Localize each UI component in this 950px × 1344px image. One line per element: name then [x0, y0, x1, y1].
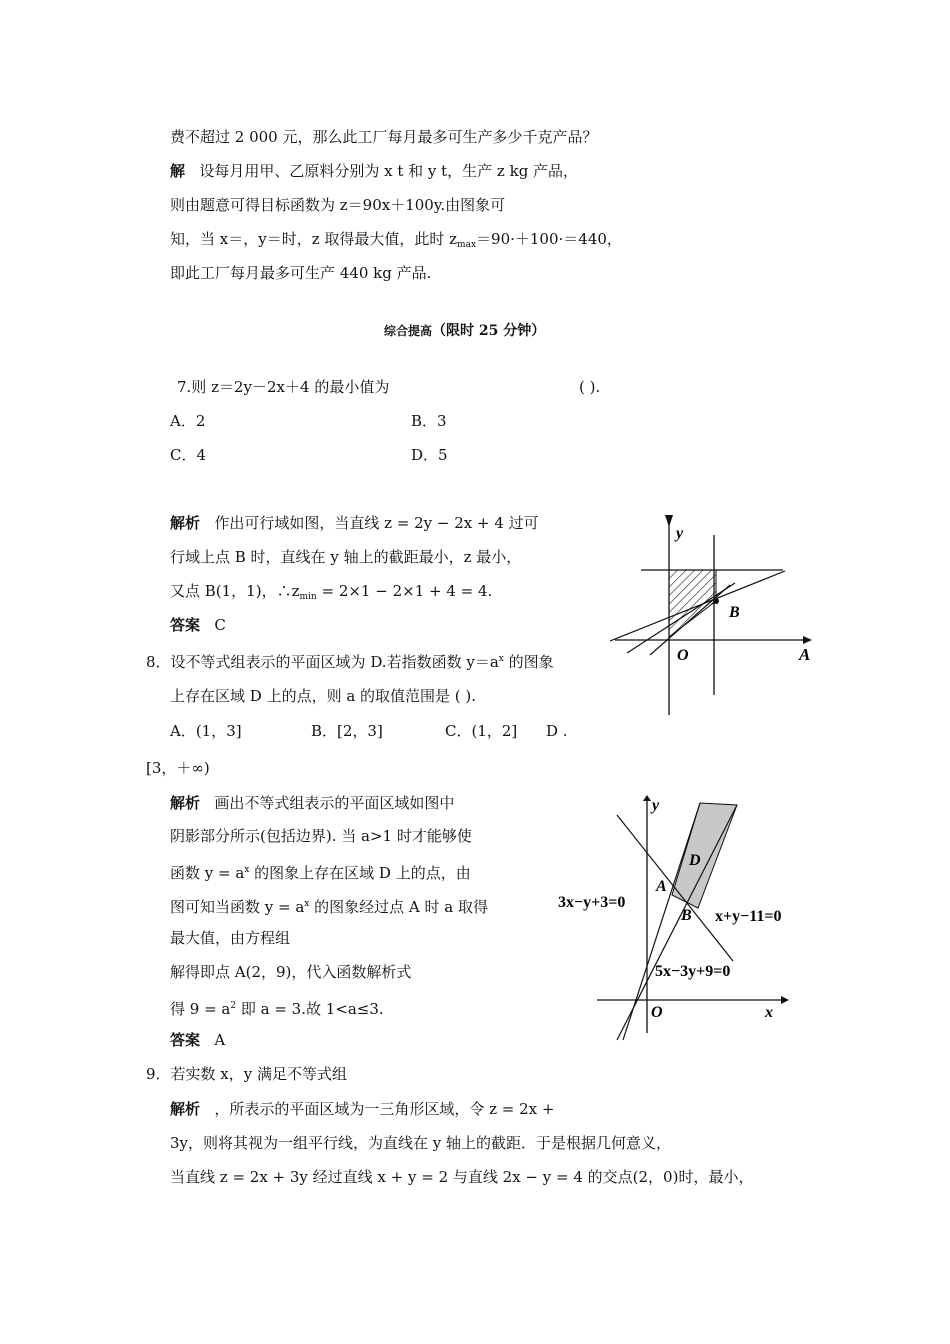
q7-analysis-line-1 [170, 513, 539, 533]
q8-analysis-line-4 [170, 894, 488, 917]
solution-line-4-rest: ＝90·＋100·＝440， [476, 230, 622, 248]
q7-option-d: D．5 [411, 446, 448, 464]
q7-analysis-line-3 [170, 581, 492, 607]
q9-analysis-text-1: ，所表示的平面区域为一三角形区域，令 z = 2x + [214, 1100, 555, 1118]
solution-line-1: 费不超过 2 000 元，那么此工厂每月最多可生产多少千克产品？ [170, 128, 598, 146]
point-b [713, 598, 719, 604]
solution-line-4 [170, 229, 622, 255]
q8-analysis-line-3 [170, 860, 471, 883]
y-axis-arrow [665, 515, 673, 527]
q7-answer-line [170, 615, 226, 635]
q8-option-d-value: [3，＋∞) [146, 759, 210, 777]
solution-line-3: 则由题意可得目标函数为 z＝90x＋100y.由图象可 [170, 196, 506, 214]
q8-stem [146, 649, 554, 672]
q8-analysis-text-3: 函数 y = a [170, 864, 245, 882]
solution-text: 设每月用甲、乙原料分别为 x t 和 y t，生产 z kg 产品， [199, 162, 579, 180]
q7-answer-paren: ( ). [579, 378, 601, 396]
q7-option-c: C．4 [170, 446, 207, 464]
q8-option-d: D . [546, 722, 568, 740]
fig2-a-label: A [656, 878, 667, 895]
q9-stem: 9．若实数 x，y 满足不等式组 [146, 1065, 348, 1083]
q7-analysis-text-1: 作出可行域如图，当直线 z = 2y − 2x + 4 过可 [214, 514, 539, 532]
q8-answer-label: 答案 [170, 1031, 201, 1049]
solution-line-2 [170, 161, 578, 181]
fig1-a-label: A [799, 645, 811, 664]
q8-analysis-line-2: 阴影部分所示(包括边界). 当 a>1 时才能够使 [170, 827, 472, 845]
q8-stem-text: 8．设不等式组表示的平面区域为 D.若指数函数 y＝a [146, 653, 499, 671]
fig2-equation-1: 3x−y+3=0 [558, 894, 626, 911]
q8-analysis-line-7 [170, 996, 384, 1019]
q7-answer-value: C [214, 616, 226, 634]
q8-answer-value: A [214, 1031, 226, 1049]
fig2-equation-3: 5x−3y+9=0 [655, 963, 731, 980]
q7-analysis-label: 解析 [170, 514, 201, 532]
fig2-y-label: y [652, 797, 660, 814]
q8-analysis-text-4b: 的图象经过点 A 时 a 取得 [309, 898, 488, 916]
q7-answer-label: 答案 [170, 616, 201, 634]
q8-analysis-text-7b: 即 a = 3.故 1<a≤3. [236, 1000, 384, 1018]
fig2-b-label: B [681, 907, 692, 924]
section-heading [384, 321, 545, 341]
q8-stem-line-2: 上存在区域 D 上的点，则 a 的取值范围是 ( ). [170, 687, 477, 705]
section-title: 综合提高 [384, 324, 433, 338]
fig2-x-label: x [765, 1004, 773, 1021]
solution-line-4-text: 知，当 x＝，y＝时，z 取得最大值，此时 z [170, 230, 458, 248]
q8-analysis-text-1: 画出不等式组表示的平面区域如图中 [214, 794, 455, 812]
x-axis-arrow [803, 636, 812, 644]
q8-option-a: A．(1，3] [170, 722, 242, 740]
fig2-y-axis-arrow [643, 795, 651, 801]
q8-stem-sup: x [498, 654, 504, 664]
section-time: （限时 25 分钟） [432, 323, 546, 339]
q9-analysis-line-1 [170, 1099, 554, 1119]
q8-analysis-text-7: 得 9 = a [170, 1000, 231, 1018]
q8-analysis-text-3b: 的图象上存在区域 D 上的点，由 [249, 864, 471, 882]
fig1-y-label: y [676, 525, 684, 542]
q8-analysis-line-5: 最大值，由方程组 [170, 929, 291, 947]
fig2-d-label: D [689, 852, 701, 869]
feasible-region-figure-2 [555, 795, 815, 1045]
q7-analysis-line-2: 行域上点 B 时，直线在 y 轴上的截距最小，z 最小， [170, 548, 522, 566]
q8-option-b: B．[2，3] [311, 722, 383, 740]
q7-option-b: B．3 [411, 412, 447, 430]
fig2-o-label: O [651, 1004, 663, 1021]
feasible-region-figure-1 [605, 515, 815, 725]
q8-analysis-text-4: 图可知当函数 y = a [170, 898, 305, 916]
q8-analysis-sup-4: x [304, 899, 310, 909]
q7-option-a: A．2 [170, 412, 206, 430]
q9-analysis-label: 解析 [170, 1100, 201, 1118]
fig1-b-label: B [729, 604, 740, 621]
q7-analysis-text-3: 又点 B(1，1)，∴z [170, 582, 300, 600]
solution-line-5: 即此工厂每月最多可生产 440 kg 产品. [170, 264, 432, 282]
q7-analysis-text-3b: = 2×1 − 2×1 + 4 = 4. [316, 582, 493, 600]
q8-analysis-line-6: 解得即点 A(2，9)，代入函数解析式 [170, 963, 412, 981]
solution-line-4-sub: max [457, 240, 477, 250]
q8-answer-line [170, 1030, 225, 1050]
solution-label: 解 [170, 162, 186, 180]
shaded-region-d [672, 803, 737, 908]
fig2-equation-2: x+y−11=0 [715, 908, 782, 925]
fig1-o-label: O [677, 647, 689, 664]
q8-option-c: C．(1，2] [445, 722, 518, 740]
q9-analysis-line-2: 3y，则将其视为一组平行线，为直线在 y 轴上的截距．于是根据几何意义， [170, 1134, 672, 1152]
q9-analysis-line-3: 当直线 z = 2x + 3y 经过直线 x + y = 2 与直线 2x − y = 4 的交点(2，0)时，最小， [170, 1168, 754, 1186]
q8-analysis-sup-7: 2 [230, 1001, 237, 1011]
q8-analysis-label: 解析 [170, 794, 201, 812]
q7-stem: 7.则 z＝2y－2x＋4 的最小值为 [177, 378, 390, 396]
fig2-x-axis-arrow [781, 996, 789, 1004]
q7-analysis-sub: min [299, 592, 317, 602]
q8-analysis-line-1 [170, 793, 454, 813]
q8-stem-rest: 的图象 [503, 653, 554, 671]
q8-analysis-sup-3: x [244, 865, 250, 875]
